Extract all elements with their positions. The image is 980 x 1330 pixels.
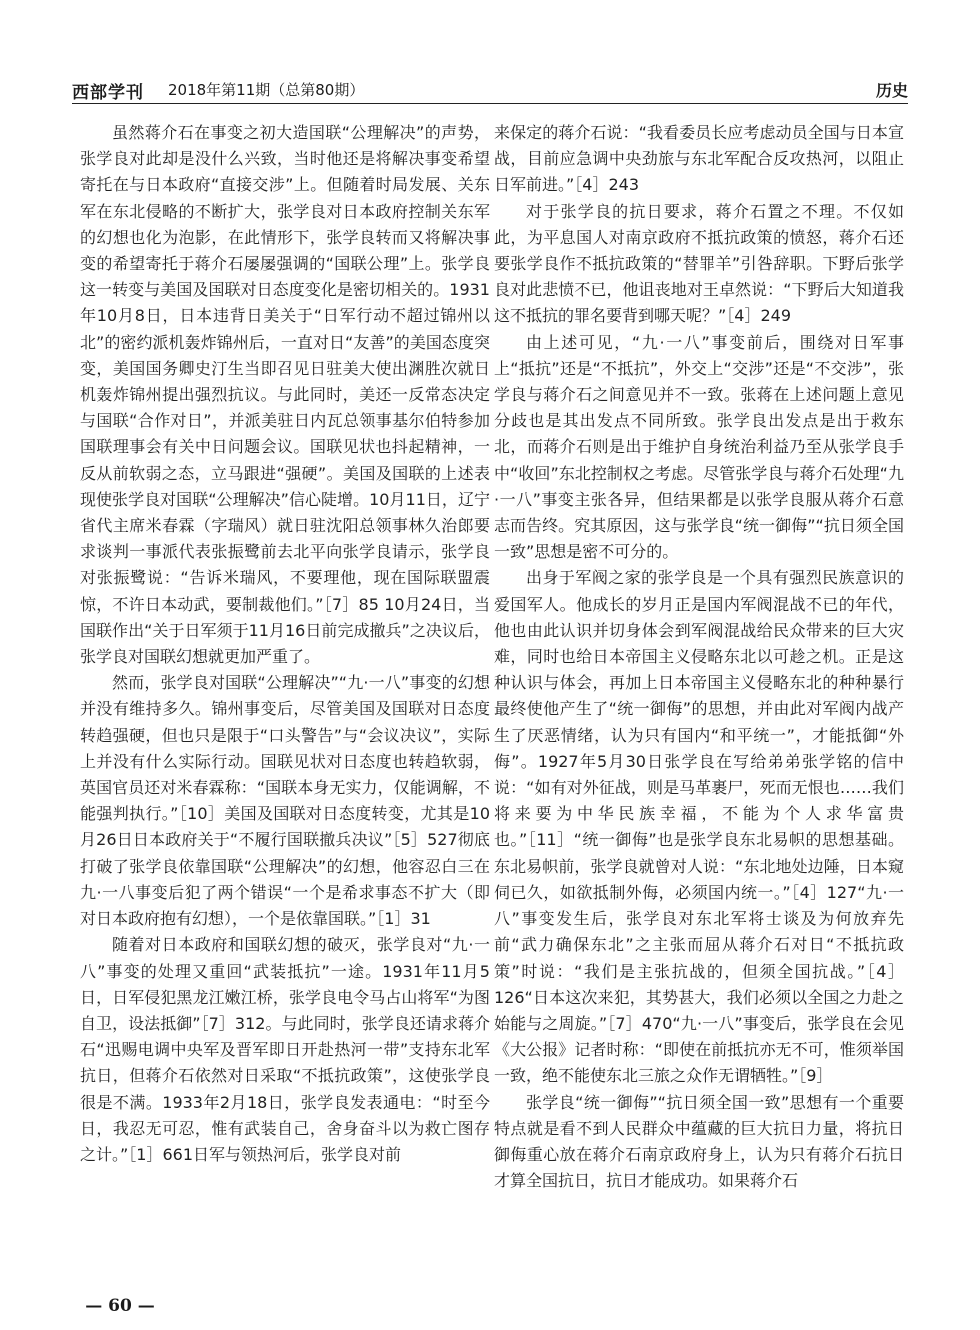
paragraph: 对于张学良的抗日要求，蒋介石置之不理。不仅如此，为平息国人对南京政府不抵抗政策的愤怒，蒋介石还要张学良作不抵抗政策的“替罪羊”引咎辞职。下野后张学良对此悲愤不已，他诅丧地对王卓然说：“下野后大知道我这不抵抗的罪名要背到哪天呢？”［4］249 (494, 201, 904, 326)
paragraph: 由上述可见，“九·一八”事变前后，围绕对日军事上“抵抗”还是“不抵抗”，外交上“交涉”还是“不交涉”，张学良与蒋介石之间意见并不一致。张蒋在上述问题上意见分歧也是其出发点不同所致。张学良出发点是出于救东北，而蒋介石则是出于维护自身统治利益乃至从张学良手中“收回”东北控制权之考虑。尽管张学良与蒋介石处理“九·一八”事变主张各异，但结果都是以张学良服从蒋介石意志而告终。究其原因，这与张学良“统一御侮”“抗日须全国一致”思想是密不可分的。 (494, 332, 904, 562)
section-name: 历史 (875, 81, 908, 100)
paragraph-continued: 来保定的蒋介石说：“我看委员长应考虑动员全国与日本宣战，目前应急调中央劲旅与东北军配合反攻热河，以阻止日军前进。”［4］243 (494, 123, 904, 195)
paragraph: 随着对日本政府和国联幻想的破灭，张学良对“九·一八”事变的处理又重回“武装抵抗”一途。1931年11月5日，日军侵犯黑龙江嫩江桥，张学良电令马占山将军“为图自卫，设法抵御”［7］312。与此同时，张学良还请求蒋介石“迅赐电调中央军及晋军即日开赴热河一带”支持东北军抗日，但蒋介石依然对日采取“不抵抗政策”，这使张学良很是不满。1933年2月18日，张学良发表通电：“时至今日，我忍无可忍，惟有武装自己，舍身奋斗以为救亡图存之计。”［1］661日军与领热河后，张学良对前 (80, 935, 490, 1164)
paragraph: 然而，张学良对国联“公理解决”“九·一八”事变的幻想并没有维持多久。锦州事变后，尽管美国及国联对日态度转趋强硬，但也只是限于“口头警告”与“会议决议”，实际上并没有什么实际行动。国联见状对日态度也转趋软弱，英国官员还对米春霖称：“国联本身无实力，仅能调解，不能强判执行。”［10］美国及国联对日态度转变，尤其是10月26日日本政府关于“不履行国联撤兵决议”［5］527彻底打破了张学良依靠国联“公理解决”的幻想，他容忍白三在九·一八事变后犯了两个错误“一个是希求事态不扩大（即对日本政府抱有幻想），一个是依靠国联。”［1］31 (80, 673, 490, 929)
paragraph: 出身于军阀之家的张学良是一个具有强烈民族意识的爱国军人。他成长的岁月正是国内军阀混战不已的年代，他也由此认识并切身体会到军阀混战给民众带来的巨大灾难，同时也给日本帝国主义侵略东北以可趁之机。正是这种认识与体会，再加上日本帝国主义侵略东北的种种暴行最终使他产生了“统一御侮”的思想，并由此对军阀内战产生了厌恶情绪，认为只有国内“和平统一”，才能抵御“外侮”。1927年5月30日张学良在写给弟弟张学铭的信中说：“如有对外征战，则是马革裹尸，死而无恨也……我们将来要为中华民族幸福，不能为个人求华富贵也。”［11］“统一御侮”也是张学良东北易帜的思想基础。东北易帜前，张学良就曾对人说：“东北地处边陲，日本窥伺已久，如欲抵制外侮，必须国内统一。”［4］127“九·一八”事变发生后，张学良对东北军将士谈及为何放弃先前“武力确保东北”之主张而屈从蒋介石对日“不抵抗政策”时说：“我们是主张抗战的，但须全国抗战。”［4］126“日本这次来犯，其势甚大，我们必须以全国之力赴之始能与之周旋。”［7］470“九·一八”事变后，张学良在会见《大公报》记者时称：“即使在前抵抗亦无不可，惟须举国一致，绝不能使东北三旅之众作无谓牺牲。”［9］ (494, 568, 904, 1086)
right-column (494, 120, 904, 1290)
paragraph: 虽然蒋介石在事变之初大造国联“公理解决”的声势，张学良对此却是没什么兴致，当时他还是将解决事变希望寄托在与日本政府“直接交涉”上。但随着时局发展、关东军在东北侵略的不断扩大，张学良对日本政府控制关东军的幻想也化为泡影，在此情形下，张学良转而又将解决事变的希望寄托于蒋介石屡屡强调的“国联公理”上。张学良这一转变与美国及国联对日态度变化是密切相关的。1931年10月8日，日本违背日美关于“日军行动不超过锦州以北”的密约派机轰炸锦州后，一直对日“友善”的美国态度突变，美国国务卿史汀生当即召见日驻美大使出渊胜次就日机轰炸锦州提出强烈抗议。与此同时，美还一反常态决定与国联“合作对日”，并派美驻日内瓦总领事基尔伯特参加国联理事会有关中日问题会议。国联见状也抖起精神，一反从前软弱之态，立马跟进“强硬”。美国及国联的上述表现使张学良对国联“公理解决”信心陡增。10月11日，辽宁省代主席米春霖（字瑞风）就日驻沈阳总领事林久治郎要求谈判一事派代表张振鹭前去北平向张学良请示，张学良对张振鹭说：“告诉米瑞风，不要理他，现在国际联盟震惊，不许日本动武，要制裁他们。”［7］85 10月24日，当国联作出“关于日军须于11月16日前完成撤兵”之决议后，张学良对国联幻想就更加严重了。 (80, 123, 490, 667)
issue-info: 2018年第11期（总第80期） (168, 81, 365, 99)
header-rule (72, 103, 908, 104)
page-number: — 60 — (85, 1296, 155, 1316)
paragraph: 张学良“统一御侮”“抗日须全国一致”思想有一个重要特点就是看不到人民群众中蕴藏的巨大抗日力量，将抗日御侮重心放在蒋介石南京政府身上，认为只有蒋介石抗日才算全国抗日，抗日才能成功。如果蒋介石 (494, 1092, 904, 1191)
journal-name: 西部学刊 (72, 83, 144, 103)
page-header (72, 78, 908, 104)
left-column (80, 120, 490, 1290)
